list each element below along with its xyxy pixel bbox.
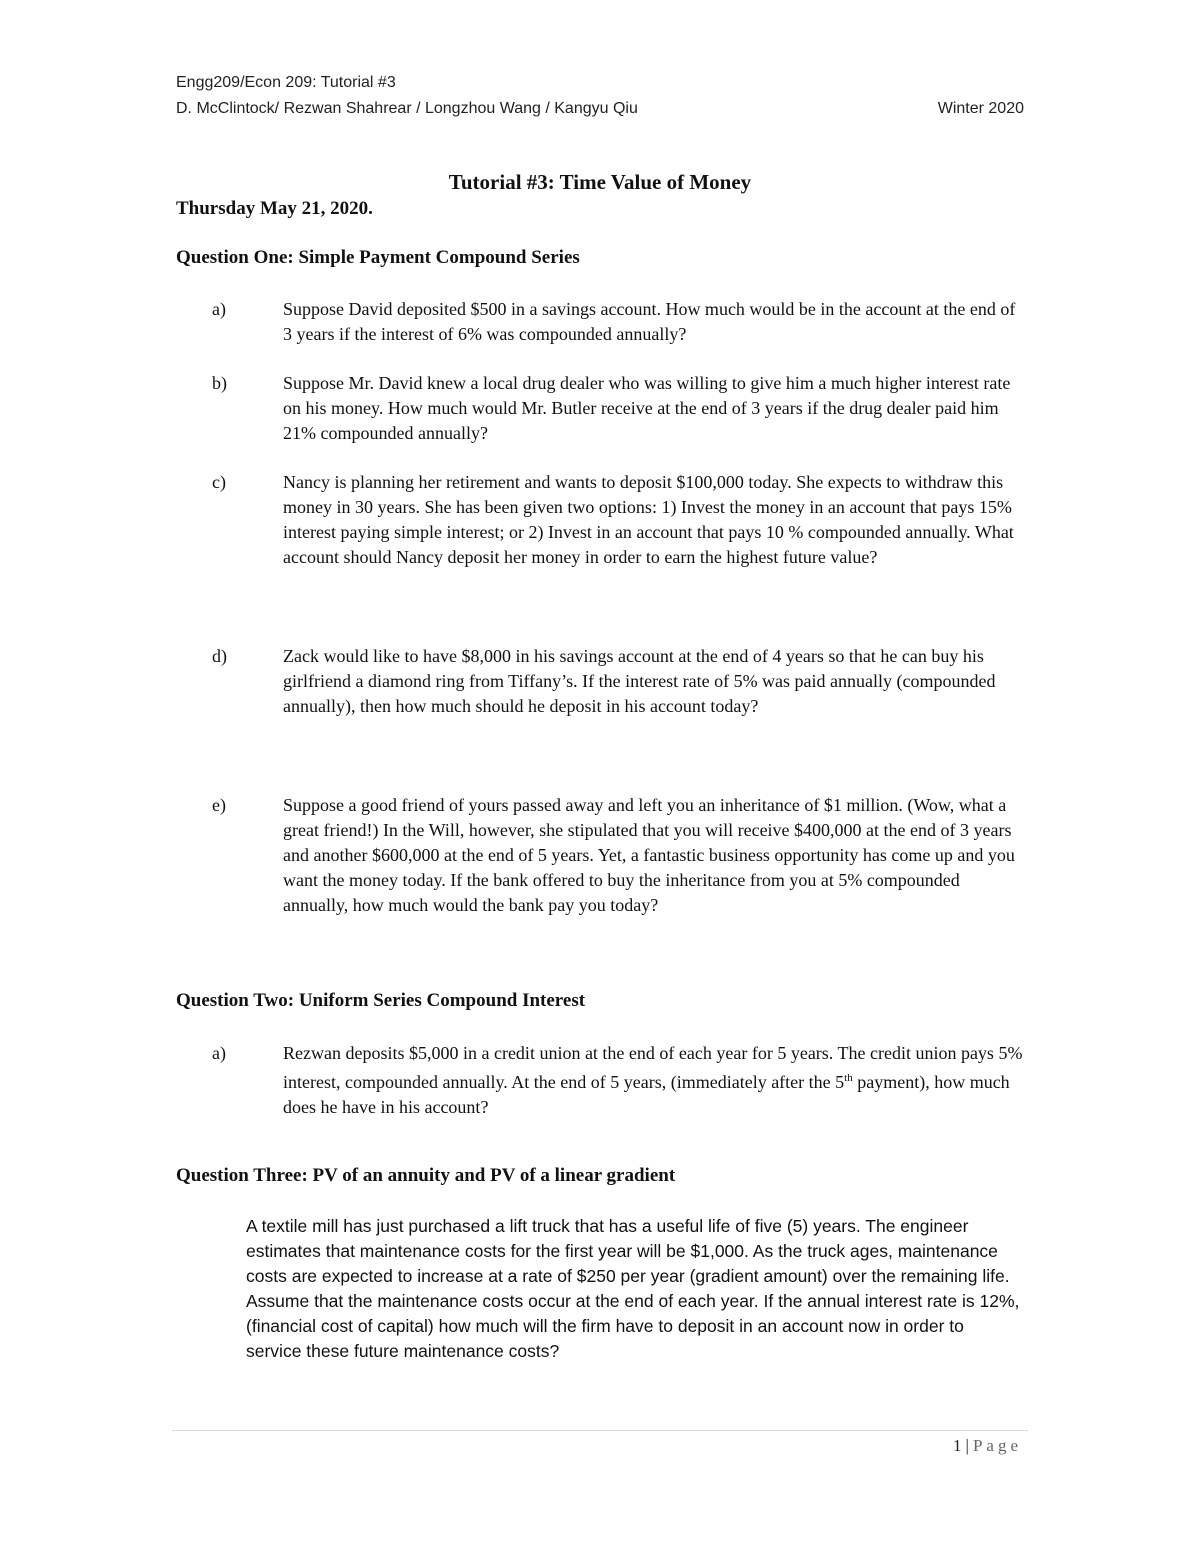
q2-heading: Question Two: Uniform Series Compound Interest (176, 990, 586, 1011)
header-instructors-line (176, 96, 1024, 122)
q1-item-e-text: Suppose a good friend of yours passed away and left you an inheritance of $1 million. (Wow, what a great friend!) In the Will, however, she stipulated that you will receive $400,000 at the end of 3 years and another $600,000 at the end of 5 years. Yet, a fantastic business opportunity has come up and you want the money today. If the bank offered to buy the inheritance from you at 5% compounded annually, how much would the bank pay you today? (283, 795, 1015, 915)
footer-separator: | (965, 1436, 971, 1455)
q1-item-b-text: Suppose Mr. David knew a local drug dealer who was willing to give him a much higher interest rate on his money. How much would Mr. Butler receive at the end of 3 years if the drug dealer paid him 21% compounded annually? (283, 373, 1011, 443)
page-header (176, 70, 1024, 122)
header-course-line (176, 70, 1024, 96)
page-footer (953, 1436, 1022, 1456)
q1-item-b-label: b) (212, 373, 227, 393)
q2-superscript: th (844, 1072, 853, 1084)
instructors: D. McClintock/ Rezwan Shahrear / Longzhou Wang / Kangyu Qiu (176, 100, 638, 117)
page-number: 1 (953, 1436, 964, 1455)
q1-item-d-text: Zack would like to have $8,000 in his savings account at the end of 4 years so that he can buy his girlfriend a diamond ring from Tiffany’s. If the interest rate of 5% was paid annually (compounded annually), then how much should he deposit in his account today? (283, 646, 996, 716)
q2-item-a-text (283, 1041, 1028, 1120)
q1-item-c-label: c) (212, 472, 226, 492)
q2-text-before: Rezwan deposits $5,000 in a credit union at the end of each year for 5 years. The credit union pays 5% interest, compounded annually. At the end of 5 years, (immediately after the 5 (283, 1043, 1023, 1092)
q1-item-a-text: Suppose David deposited $500 in a savings account. How much would be in the account at the end of 3 years if the interest of 6% was compounded annually? (283, 299, 1016, 344)
q1-heading: Question One: Simple Payment Compound Series (176, 247, 580, 268)
q3-heading: Question Three: PV of an annuity and PV of a linear gradient (176, 1165, 676, 1186)
document-title: Tutorial #3: Time Value of Money (448, 170, 752, 194)
tutorial-date: Thursday May 21, 2020. (176, 198, 373, 219)
q3-text: A textile mill has just purchased a lift truck that has a useful life of five (5) years. The engineer estimates that maintenance costs for the first year will be $1,000. As the truck ages, maintenance costs are expected to increase at a rate of $250 per year (gradient amount) over the remaining life. Assume that the maintenance costs occur at the end of each year. If the annual interest rate is 12%, (financial cost of capital) how much will the firm have to deposit in an account now in order to service these future maintenance costs? (246, 1216, 1020, 1361)
q1-item-c-text: Nancy is planning her retirement and wants to deposit $100,000 today. She expects to withdraw this money in 30 years. She has been given two options: 1) Invest the money in an account that pays 15% interest paying simple interest; or 2) Invest in an account that pays 10 % compounded annually. What account should Nancy deposit her money in order to earn the highest future value? (283, 472, 1014, 567)
q1-item-d-label: d) (212, 646, 227, 666)
term: Winter 2020 (937, 100, 1024, 117)
q1-item-e-label: e) (212, 795, 226, 815)
page-label: Page (972, 1436, 1022, 1455)
footer-divider (172, 1430, 1028, 1431)
course-title: Engg209/Econ 209: Tutorial #3 (176, 74, 396, 91)
q2-item-a-label: a) (212, 1043, 226, 1063)
q2-text-after: payment), how much does he have in his account? (283, 1072, 1010, 1117)
q1-item-a-label: a) (212, 299, 226, 319)
